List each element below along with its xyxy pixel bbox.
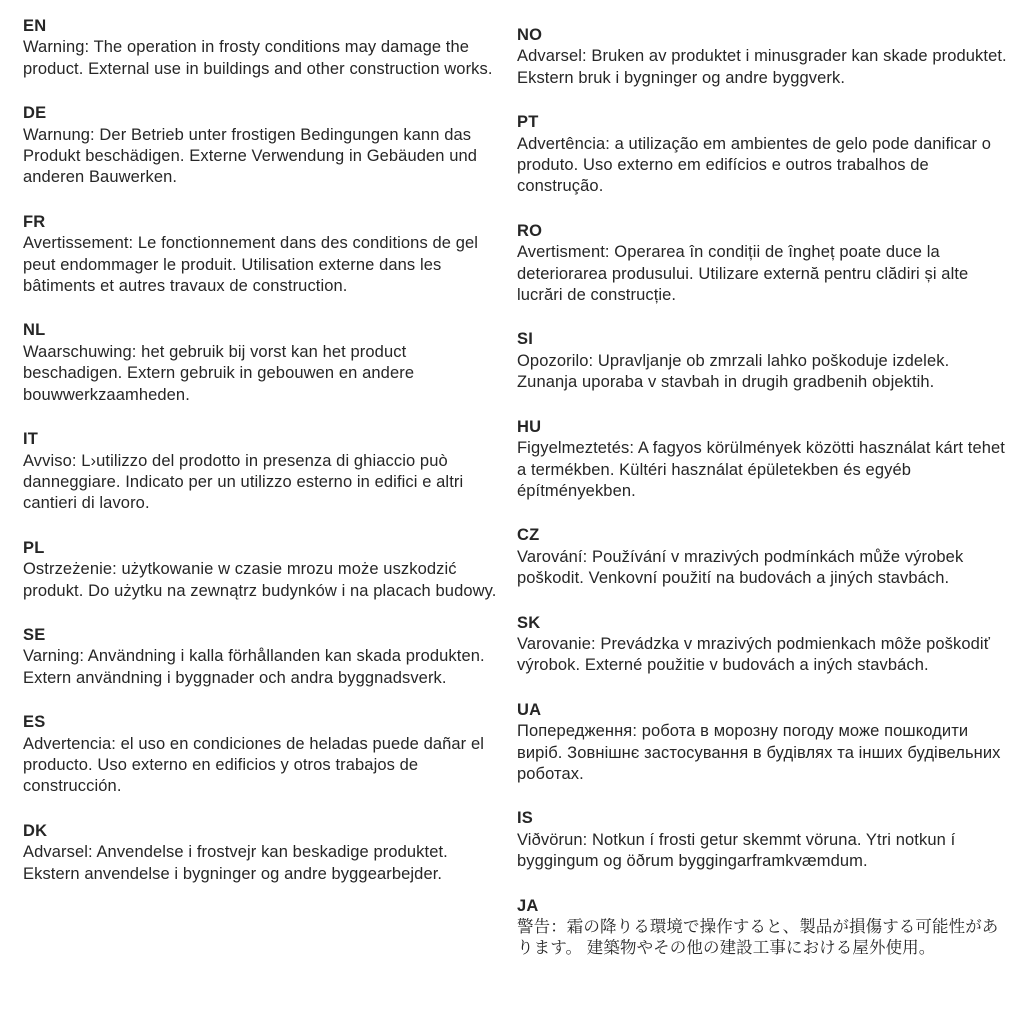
language-warning-block: [23, 821, 502, 885]
language-code-label: RO: [517, 221, 543, 240]
language-code-label: NO: [517, 26, 543, 44]
warning-text: Figyelmeztetés: A fagyos körülmények közötti használat kárt tehet a termékben. Kültéri használat épületekben és egyéb építményekben.: [517, 439, 1005, 500]
language-warning-block: [517, 700, 1014, 786]
warning-text: Avertisment: Operarea în condiții de îngheț poate duce la deteriorarea produsului. Utilizare externă pentru clădiri și alte lucrări de construcție.: [517, 243, 969, 305]
language-warning-block: [517, 613, 1014, 677]
language-warning-block: [23, 320, 502, 406]
language-warning-block: [517, 112, 1014, 198]
warning-text: Avertissement: Le fonctionnement dans des conditions de gel peut endommager le produit. Utilisation externe dans les bâtiments et autres travaux de construction.: [23, 234, 479, 296]
warning-text: Warnung: Der Betrieb unter frostigen Bedingungen kann das Produkt beschädigen. Externe Verwendung in Gebäuden und anderen Bauwerken.: [23, 125, 478, 187]
warning-text: Advarsel: Anvendelse i frostvejr kan beskadige produktet. Ekstern anvendelse i bygninger og andre byggearbejder.: [23, 843, 448, 883]
language-code-label: PT: [517, 113, 539, 132]
warning-text: Varování: Používání v mrazivých podmínkách může výrobek poškodit. Venkovní použití na budovách a jiných stavbách.: [517, 547, 964, 588]
warning-text: Viðvörun: Notkun í frosti getur skemmt vöruna. Ytri notkun í byggingum og öðrum byggingarframkvæmdum.: [517, 830, 956, 871]
warning-text: Advertência: a utilização em ambientes de gelo pode danificar o produto. Uso externo em edifícios e outros trabalhos de construção.: [517, 134, 992, 196]
language-warning-block: [23, 538, 502, 602]
right-column: [517, 16, 1014, 983]
warning-text: Varovanie: Prevádzka v mrazivých podmienkach môže poškodiť výrobok. Externé použitie v budovách a iných stavbách.: [517, 634, 990, 675]
language-code-label: SI: [517, 330, 533, 349]
language-code-label: JA: [517, 896, 539, 915]
warning-text: Ostrzeżenie: użytkowanie w czasie mrozu może uszkodzić produkt. Do użytku na zewnątrz budynków i na placach budowy.: [23, 560, 497, 600]
language-warning-block: [23, 712, 502, 798]
language-code-label: EN: [23, 17, 47, 35]
warning-text: Попередження: робота в морозну погоду може пошкодити виріб. Зовнішнє застосування в будівлях та інших будівельних роботах.: [517, 722, 1001, 783]
language-warning-block: [517, 329, 1014, 393]
language-warning-block: [517, 417, 1014, 503]
language-code-label: FR: [23, 212, 46, 231]
warning-text: Advertencia: el uso en condiciones de heladas puede dañar el producto. Uso externo en edificios y otros trabajos de construcción.: [23, 734, 484, 796]
language-code-label: NL: [23, 321, 46, 340]
language-warning-block: [23, 212, 502, 298]
left-column: [23, 16, 502, 983]
language-warning-block: [23, 103, 502, 189]
warning-text: Advarsel: Bruken av produktet i minusgrader kan skade produktet. Ekstern bruk i bygninger og andre byggverk.: [517, 47, 1007, 87]
language-code-label: DE: [23, 104, 47, 123]
language-code-label: SE: [23, 625, 46, 644]
language-warning-block: [517, 221, 1014, 307]
language-code-label: CZ: [517, 526, 540, 545]
language-code-label: ES: [23, 713, 46, 732]
warning-text: Varning: Användning i kalla förhållanden kan skada produkten. Extern användning i byggnader och andra byggnadsverk.: [23, 647, 485, 687]
warning-text: Opozorilo: Upravljanje ob zmrzali lahko poškoduje izdelek. Zunanja uporaba v stavbah in drugih gradbenih objektih.: [517, 351, 950, 392]
language-warning-block: [23, 429, 502, 515]
language-code-label: SK: [517, 613, 541, 632]
language-code-label: UA: [517, 700, 542, 719]
language-warning-block: [517, 25, 1014, 89]
language-warning-block: [23, 16, 502, 80]
language-code-label: HU: [517, 417, 542, 436]
warning-text: Avviso: L›utilizzo del prodotto in presenza di ghiaccio può danneggiare. Indicato per un utilizzo esterno in edifici e altri cantieri di lavoro.: [23, 451, 464, 513]
language-warning-block: [23, 625, 502, 689]
warning-text: 警告：霜の降りる環境で操作すると、製品が損傷する可能性があります。 建築物やその他の建設工事における屋外使用。: [517, 918, 999, 958]
language-code-label: IS: [517, 809, 533, 828]
language-code-label: DK: [23, 821, 48, 840]
warning-text: Warning: The operation in frosty conditions may damage the product. External use in buildings and other construction works.: [23, 38, 493, 78]
language-warning-block: [517, 525, 1014, 589]
language-warning-block: [517, 808, 1014, 872]
language-warning-block: [517, 896, 1014, 960]
warning-text: Waarschuwing: het gebruik bij vorst kan het product beschadigen. Extern gebruik in gebouwen en andere bouwwerkzaamheden.: [23, 342, 415, 404]
language-code-label: IT: [23, 430, 39, 449]
language-code-label: PL: [23, 538, 45, 557]
